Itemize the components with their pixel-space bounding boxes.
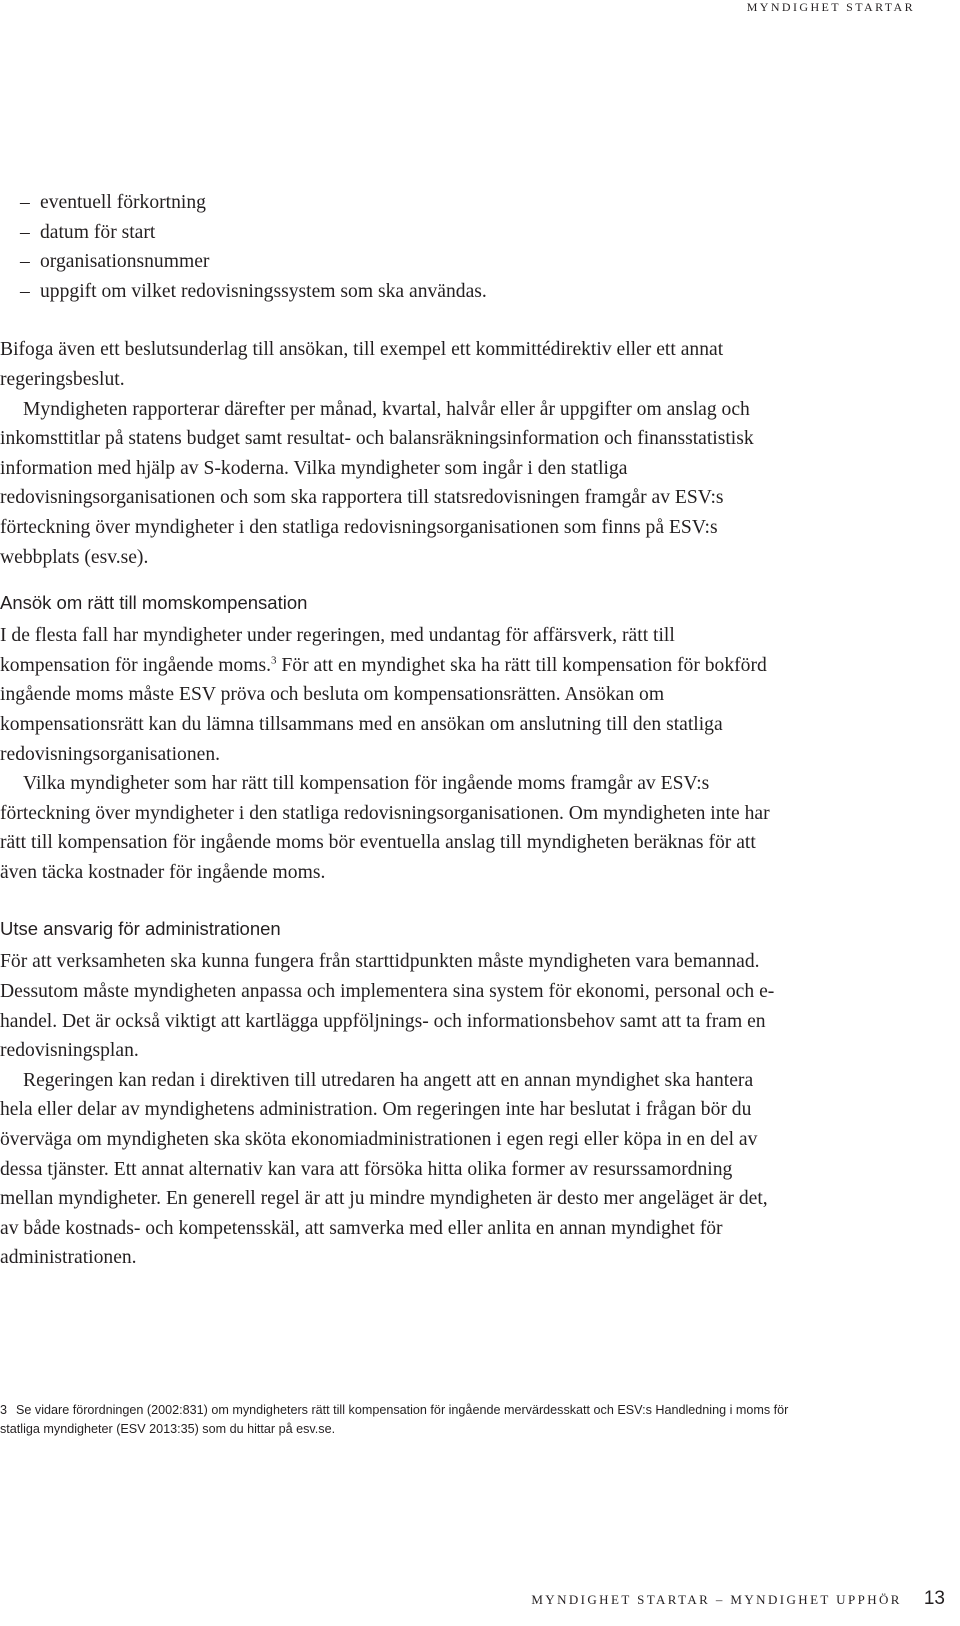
- list-item: – uppgift om vilket redovisningssystem som ska användas.: [0, 277, 780, 307]
- page-number: 13: [923, 1588, 945, 1609]
- requirements-list: [0, 188, 780, 306]
- paragraph-moms-1-end: För att en myndighet ska ha rätt till kompensation för bokförd ingående moms måste ESV pröva och besluta om kompensationsrätten. Ansökan om kompensationsrätt kan du lämna tillsammans med en ansökan om anslutning till den statliga redovisningsorganisationen.: [0, 654, 767, 765]
- footnote-text: Se vidare förordningen (2002:831) om myndigheters rätt till kompensation för ingående mervärdesskatt och ESV:s Handledning i moms för statliga myndigheter (ESV 2013:35) som du hittar på esv.se.: [0, 1403, 789, 1436]
- paragraph-moms-2: Vilka myndigheter som har rätt till kompensation för ingående moms framgår av ESV:s förteckning över myndigheter i den statliga redovisningsorganisationen. Om myndigheten inte har rätt till kompensation för ingående moms bör eventuella anslag till myndigheten beräknas för att även täcka kostnader för ingående moms.: [0, 773, 770, 883]
- paragraph-admin-2: Regeringen kan redan i direktiven till utredaren ha angett att en annan myndighet ska hantera hela eller delar av myndighetens administration. Om regeringen inte har beslutat i frågan bör du överväga om myndigheten ska sköta ekonomiadministrationen i egen regi eller köpa in en del av dessa tjänster. Ett annat alternativ kan vara att försöka hitta olika former av resurssamordning mellan myndigheter. En generell regel är att ju mindre myndigheten är desto mer angeläget är det, av både kostnads- och kompetensskäl, att samverka med eller anlita en annan myndighet för administrationen.: [0, 1069, 768, 1269]
- paragraph-moms-1: [0, 621, 780, 769]
- paragraph-moms-1-start: I de flesta fall har myndigheter under regeringen, med undantag för affärsverk, rätt till kompensation för ingående moms.: [0, 625, 675, 676]
- list-item: – datum för start: [0, 218, 780, 248]
- footnote-number: 3: [0, 1403, 8, 1417]
- footnote: [0, 1401, 800, 1438]
- main-content: [0, 188, 780, 1273]
- running-head: MYNDIGHET STARTAR: [746, 0, 915, 14]
- page-footer: [531, 1588, 945, 1610]
- footnote-reference[interactable]: 3: [271, 654, 277, 667]
- heading-momskompensation: Ansök om rätt till momskompensation: [0, 592, 308, 614]
- heading-administration: Utse ansvarig för administrationen: [0, 918, 281, 940]
- list-item: – eventuell förkortning: [0, 188, 780, 218]
- list-item: – organisationsnummer: [0, 247, 780, 277]
- paragraph-bifoga: Bifoga även ett beslutsunderlag till ansökan, till exempel ett kommittédirektiv eller ett annat regeringsbeslut.: [0, 339, 724, 390]
- paragraph-rapporterar: Myndigheten rapporterar därefter per månad, kvartal, halvår eller år uppgifter om anslag och inkomsttitlar på statens budget samt resultat- och balansräkningsinformation och finansstatistisk information med hjälp av S-koderna. Vilka myndigheter som ingår i den statliga redovisningsorganisationen och som ska rapportera till statsredovisningen framgår av ESV:s förteckning över myndigheter i den statliga redovisningsorganisationen som finns på ESV:s webbplats (esv.se).: [0, 398, 754, 568]
- footer-title: MYNDIGHET STARTAR – MYNDIGHET UPPHÖR: [531, 1592, 902, 1607]
- paragraph-admin-1: För att verksamheten ska kunna fungera från starttidpunkten måste myndigheten vara bemannad. Dessutom måste myndigheten anpassa och implementera sina system för ekonomi, personal och e-handel. Det är också viktigt att kartlägga uppföljnings- och informationsbehov samt att ta fram en redovisningsplan.: [0, 951, 775, 1062]
